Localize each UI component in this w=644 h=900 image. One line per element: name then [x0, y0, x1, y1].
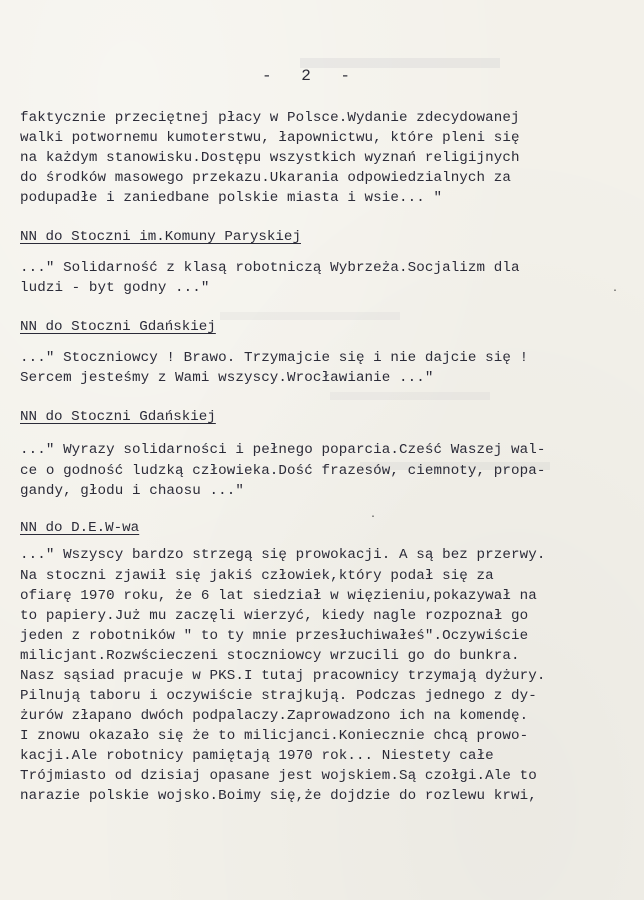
stray-mark: ·	[370, 512, 377, 523]
body-line: Trójmiasto od dzisiaj opasane jest wojskiem.Są czołgi.Ale to	[20, 768, 537, 784]
bleed-through-mark	[220, 312, 400, 320]
body-line: Na stoczni zjawił się jakiś człowiek,który podał się za	[20, 568, 494, 584]
bleed-through-mark	[330, 392, 490, 400]
body-line: ..." Solidarność z klasą robotniczą Wybrzeża.Socjalizm dla	[20, 260, 520, 276]
body-line: Nasz sąsiad pracuje w PKS.I tutaj pracownicy trzymają dyżury.	[20, 668, 546, 684]
stray-mark: ·	[612, 286, 619, 297]
page-number: - 2 -	[262, 67, 361, 85]
body-line: ludzi - byt godny ..."	[20, 280, 210, 296]
body-line: na każdym stanowisku.Dostępu wszystkich wyznań religijnych	[20, 150, 520, 166]
section-heading: NN do D.E.W-wa	[20, 520, 140, 536]
body-line: ..." Wyrazy solidarności i pełnego poparcia.Cześć Waszej wal-	[20, 442, 546, 458]
body-line: narazie polskie wojsko.Boimy się,że dojdzie do rozlewu krwi,	[20, 788, 537, 804]
body-line: podupadłe i zaniedbane polskie miasta i wsie... "	[20, 190, 443, 206]
body-line: faktycznie przeciętnej płacy w Polsce.Wydanie zdecydowanej	[20, 110, 520, 126]
section-heading: NN do Stoczni im.Komuny Paryskiej	[20, 229, 301, 245]
body-line: I znowu okazało się że to milicjanci.Koniecznie chcą prowo-	[20, 728, 529, 744]
body-line: to papiery.Już mu zaczęli wierzyć, kiedy nagle rozpoznał go	[20, 608, 529, 624]
body-line: walki potwornemu kumoterstwu, łapownictwu, które pleni się	[20, 130, 520, 146]
body-line: gandy, głodu i chaosu ..."	[20, 483, 244, 499]
body-line: do środków masowego przekazu.Ukarania odpowiedzialnych za	[20, 170, 511, 186]
body-line: żurów złapano dwóch podpalaczy.Zaprowadzono ich na komendę.	[20, 708, 529, 724]
body-line: jeden z robotników " to ty mnie przesłuchiwałeś".Oczywiście	[20, 628, 529, 644]
body-line: Sercem jesteśmy z Wami wszyscy.Wrocławianie ..."	[20, 370, 434, 386]
section-heading: NN do Stoczni Gdańskiej	[20, 319, 216, 335]
body-line: ofiarę 1970 roku, że 6 lat siedział w więzieniu,pokazywał na	[20, 588, 537, 604]
body-line: milicjant.Rozwścieczeni stoczniowcy wrzucili go do bunkra.	[20, 648, 520, 664]
body-line: ..." Wszyscy bardzo strzegą się prowokacji. A są bez przerwy.	[20, 547, 546, 563]
body-line: ..." Stoczniowcy ! Brawo. Trzymajcie się i nie dajcie się !	[20, 350, 529, 366]
body-line: kacji.Ale robotnicy pamiętają 1970 rok... Niestety całe	[20, 748, 494, 764]
section-heading: NN do Stoczni Gdańskiej	[20, 409, 216, 425]
body-line: ce o godność ludzką człowieka.Dość frazesów, ciemnoty, propa-	[20, 463, 546, 479]
body-line: Pilnują taboru i oczywiście strajkują. Podczas jednego z dy-	[20, 688, 537, 704]
